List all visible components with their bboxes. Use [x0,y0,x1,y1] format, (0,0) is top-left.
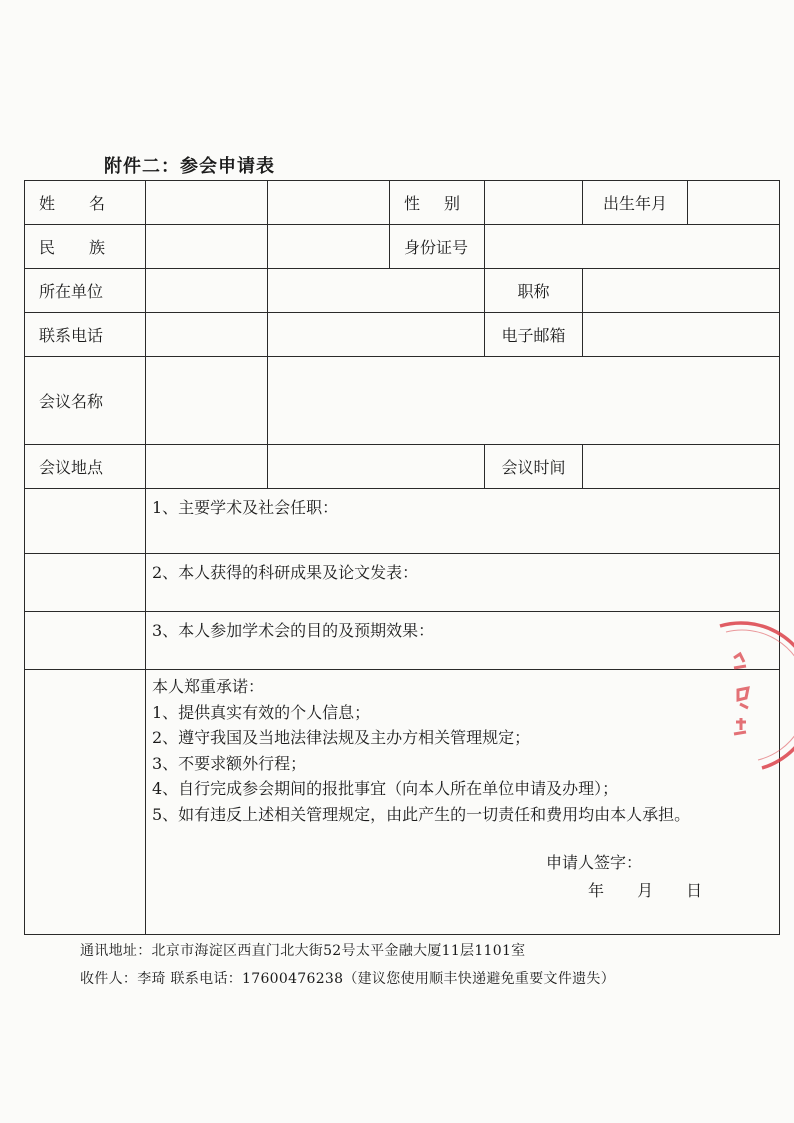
phone-field[interactable] [146,313,268,357]
id-label: 身份证号 [390,225,485,269]
meeting-time-field[interactable] [583,445,780,489]
unit-label: 所在单位 [25,269,146,313]
item-3-text: 3、本人参加学术会的目的及预期效果： [152,621,435,640]
meeting-place-field[interactable] [146,445,268,489]
name-field-2[interactable] [268,181,390,225]
item-2-cell[interactable] [146,554,780,612]
signature-label: 申请人签字： [546,853,643,872]
pledge-cell [146,670,780,935]
page-title: 附件二：参会申请表 [104,156,275,177]
phone-field-2[interactable] [268,313,485,357]
phone-label: 联系电话 [25,313,146,357]
meeting-name-field-2[interactable] [268,357,780,445]
unit-field-2[interactable] [268,269,485,313]
pledge-side-cell [25,670,146,935]
item-1-cell[interactable] [146,489,780,554]
pledge-line-3: 3、不要求额外行程； [152,753,307,773]
meeting-place-label: 会议地点 [25,445,146,489]
item-2-text: 2、本人获得的科研成果及论文发表： [152,563,419,582]
gender-label: 性别 [404,194,460,213]
item-1-text: 1、主要学术及社会任职： [152,498,339,517]
job-title-field[interactable] [583,269,780,313]
gender-label-cell [390,181,485,225]
item-3-cell[interactable] [146,612,780,670]
id-number-field[interactable] [485,225,780,269]
pledge-line-4: 4、自行完成参会期间的报批事宜（向本人所在单位申请及办理）； [152,779,619,798]
signature-area[interactable] [152,850,771,910]
pledge-heading: 本人郑重承诺： [152,677,265,696]
email-label: 电子邮箱 [485,313,583,357]
name-label-cell [25,181,146,225]
ethnicity-field-2[interactable] [268,225,390,269]
pledge-line-1: 1、提供真实有效的个人信息； [152,702,371,722]
application-form-table [24,180,780,935]
footer-address: 通讯地址：北京市海淀区西直门北大街52号太平金融大厦11层1101室 [80,943,526,959]
red-seal-stamp [700,618,794,778]
name-field[interactable] [146,181,268,225]
email-field[interactable] [583,313,780,357]
unit-field[interactable] [146,269,268,313]
job-title-label: 职称 [485,269,583,313]
ethnicity-label-cell [25,225,146,269]
meeting-name-label: 会议名称 [25,357,146,445]
ethnicity-field[interactable] [146,225,268,269]
gender-field[interactable] [485,181,583,225]
meeting-name-field[interactable] [146,357,268,445]
date-label: 年 月 日 [588,881,703,900]
birth-field[interactable] [688,181,780,225]
meeting-time-label: 会议时间 [485,445,583,489]
meeting-place-field-2[interactable] [268,445,485,489]
pledge-line-2: 2、遵守我国及当地法律法规及主办方相关管理规定； [152,728,531,747]
pledge-line-5: 5、如有违反上述相关管理规定，由此产生的一切责任和费用均由本人承担。 [152,804,691,824]
item-1-side-cell [25,489,146,554]
footer-contact: 收件人：李琦 联系电话：17600476238（建议您使用顺丰快递避免重要文件遗失） [80,971,616,987]
name-label: 姓名 [39,194,105,213]
item-3-side-cell [25,612,146,670]
ethnicity-label: 民族 [39,238,105,257]
birth-label: 出生年月 [583,181,688,225]
item-2-side-cell [25,554,146,612]
